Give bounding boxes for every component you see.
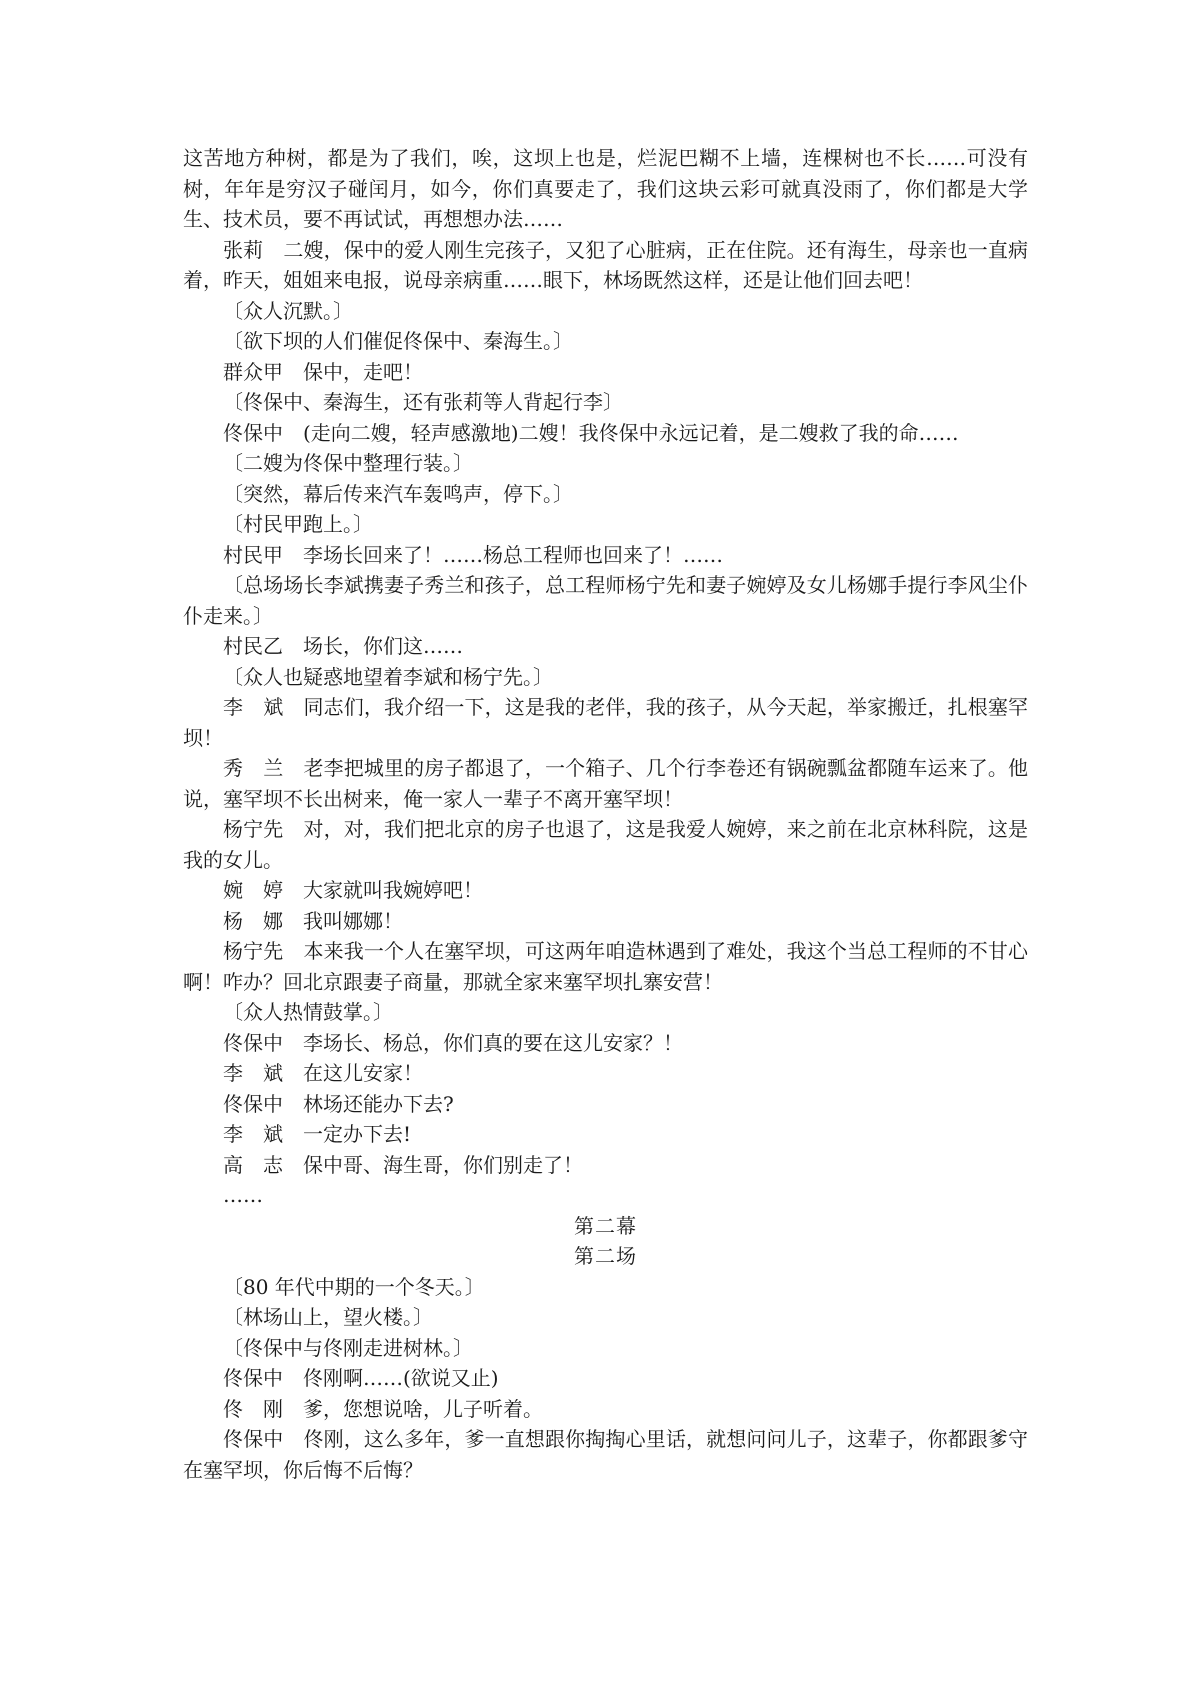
dialogue-paragraph: 杨 娜 我叫娜娜！: [223, 908, 403, 933]
stage-direction: 〔欲下坝的人们催促佟保中、秦海生。〕: [223, 329, 573, 353]
stage-direction: 〔佟保中与佟刚走进树林。〕: [223, 1335, 473, 1360]
dialogue-paragraph: 李 斌 一定办下去!: [223, 1122, 412, 1146]
stage-direction: 〔众人沉默。〕: [223, 298, 353, 323]
scene-heading: 第二幕: [574, 1213, 637, 1238]
dialogue-paragraph: 村民甲 李场长回来了！……杨总工程师也回来了！……: [223, 542, 723, 567]
stage-direction: 〔佟保中、秦海生，还有张莉等人背起行李〕: [223, 390, 623, 414]
stage-direction: 〔众人也疑惑地望着李斌和杨宁先。〕: [223, 664, 553, 689]
dialogue-paragraph: 秀 兰 老李把城里的房子都退了，一个箱子、几个行李卷还有锅碗瓢盆都随车运来了。他说，塞罕坝不长出树来，俺一家人一辈子不离开塞罕坝！: [183, 756, 1028, 811]
dialogue-paragraph: 佟保中 林场还能办下去?: [223, 1091, 454, 1116]
dialogue-paragraph: 佟保中 (走向二嫂，轻声感激地)二嫂！我佟保中永远记着，是二嫂救了我的命……: [223, 420, 959, 445]
dialogue-paragraph: 杨宁先 对，对，我们把北京的房子也退了，这是我爱人婉婷，来之前在北京林科院，这是我的女儿。: [183, 817, 1028, 872]
dialogue-paragraph: 婉 婷 大家就叫我婉婷吧！: [223, 878, 483, 902]
stage-direction: 〔林场山上，望火楼。〕: [223, 1305, 433, 1329]
dialogue-paragraph: 高 志 保中哥、海生哥，你们别走了！: [223, 1152, 583, 1177]
dialogue-paragraph: 佟保中 李场长、杨总，你们真的要在这儿安家？！: [223, 1030, 683, 1055]
stage-direction: 〔村民甲跑上。〕: [223, 512, 373, 536]
dialogue-paragraph: 张莉 二嫂，保中的爱人刚生完孩子，又犯了心脏病，正在住院。还有海生，母亲也一直病着，昨天，姐姐来电报，说母亲病重……眼下，林场既然这样，还是让他们回去吧！: [183, 237, 1028, 292]
dialogue-paragraph: 李 斌 在这儿安家！: [223, 1061, 423, 1085]
continued-paragraph: 这苦地方种树，都是为了我们，唉，这坝上也是，烂泥巴糊不上墙，连棵树也不长……可没有树，年年是穷汉子碰闰月，如今，你们真要走了，我们这块云彩可就真没雨了，你们都是大学生、技术员，要不再试试，再想想办法……: [183, 146, 1028, 231]
dialogue-paragraph: 佟 刚 爹，您想说啥，儿子听着。: [223, 1396, 543, 1421]
dialogue-paragraph: 群众甲 保中，走吧！: [223, 359, 423, 384]
script-body: [183, 143, 1028, 1485]
stage-direction: 〔突然，幕后传来汽车轰鸣声，停下。〕: [223, 481, 573, 506]
stage-direction: 〔众人热情鼓掌。〕: [223, 1000, 393, 1024]
dialogue-paragraph: 佟保中 佟刚啊……(欲说又止): [223, 1366, 499, 1390]
stage-direction: 〔总场场长李斌携妻子秀兰和孩子，总工程师杨宁先和妻子婉婷及女儿杨娜手提行李风尘仆仆走来。〕: [183, 573, 1028, 628]
stage-direction: 〔二嫂为佟保中整理行装。〕: [223, 451, 473, 475]
dialogue-paragraph: 李 斌 同志们，我介绍一下，这是我的老伴，我的孩子，从今天起，举家搬迁，扎根塞罕坝！: [183, 695, 1028, 750]
dialogue-paragraph: 佟保中 佟刚，这么多年，爹一直想跟你掏掏心里话，就想问问儿子，这辈子，你都跟爹守在塞罕坝，你后悔不后悔？: [183, 1427, 1028, 1482]
scene-heading: 第二场: [574, 1244, 637, 1268]
ellipsis-line: ……: [223, 1183, 263, 1207]
stage-direction: 〔80 年代中期的一个冬天。〕: [223, 1274, 485, 1299]
dialogue-paragraph: 村民乙 场长，你们这……: [223, 634, 463, 658]
dialogue-paragraph: 杨宁先 本来我一个人在塞罕坝，可这两年咱造林遇到了难处，我这个当总工程师的不甘心啊！咋办？回北京跟妻子商量，那就全家来塞罕坝扎寨安营！: [183, 939, 1028, 994]
